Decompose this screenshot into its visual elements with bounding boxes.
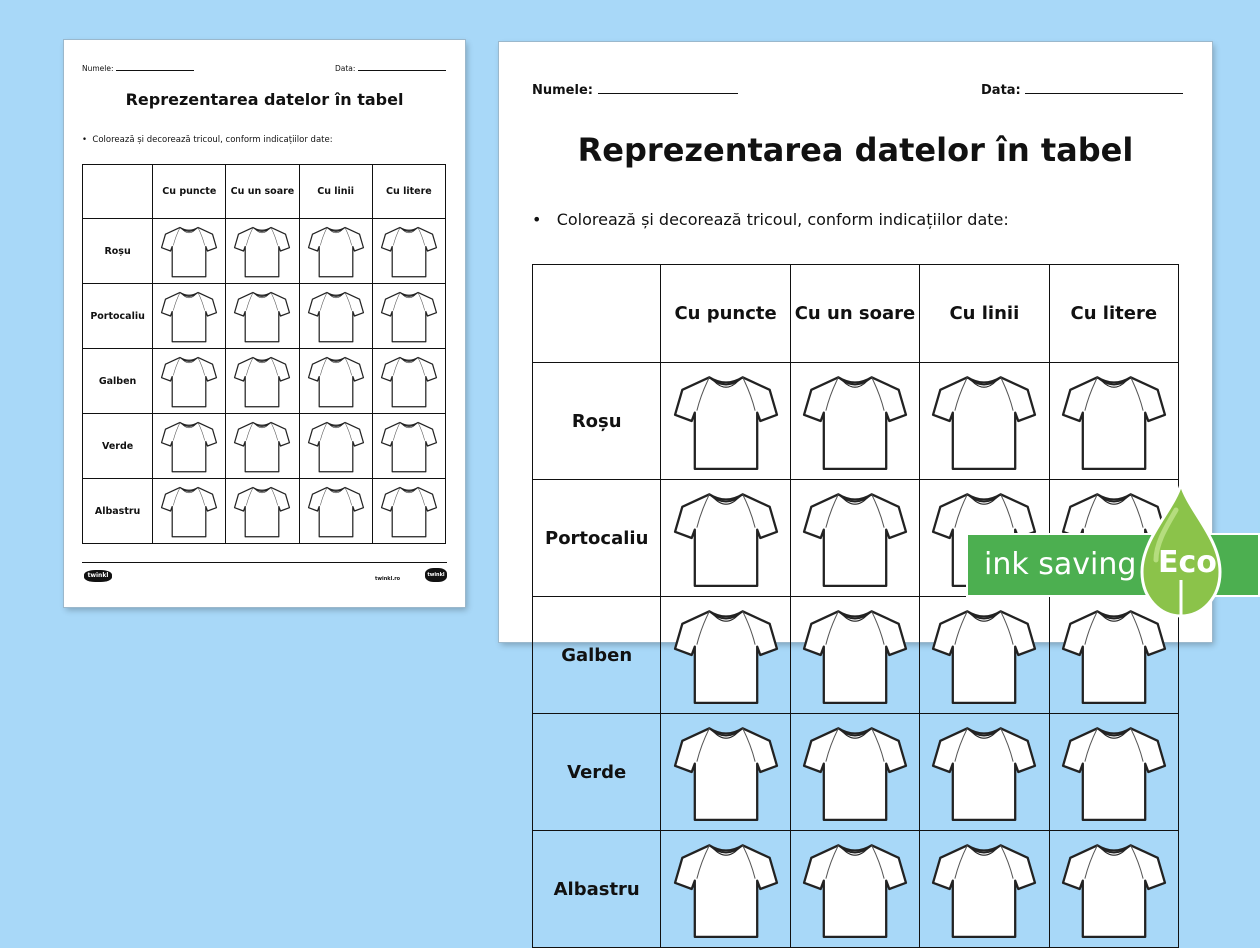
tshirt-cell[interactable]: [226, 349, 299, 414]
name-field: Numele:: [82, 64, 194, 73]
column-header: Cu linii: [920, 265, 1049, 363]
tshirt-cell[interactable]: [372, 284, 445, 349]
row-header: Galben: [83, 349, 153, 414]
tshirt-cell[interactable]: [790, 363, 919, 480]
tshirt-cell[interactable]: [226, 219, 299, 284]
tshirt-cell[interactable]: [153, 414, 226, 479]
tshirt-icon: [380, 418, 438, 474]
tshirt-icon: [672, 837, 780, 941]
tshirt-icon: [380, 353, 438, 409]
tshirt-cell[interactable]: [1049, 714, 1178, 831]
tshirt-icon: [233, 483, 291, 539]
tshirt-cell[interactable]: [790, 480, 919, 597]
row-header: Roșu: [533, 363, 661, 480]
tshirt-icon: [160, 418, 218, 474]
tshirt-cell[interactable]: [1049, 363, 1178, 480]
corner-cell: [83, 165, 153, 219]
row-header: Verde: [533, 714, 661, 831]
tshirt-icon: [1060, 369, 1168, 473]
row-header: Portocaliu: [533, 480, 661, 597]
twinkl-footer-logo: twinkl: [425, 568, 447, 582]
tshirt-cell[interactable]: [226, 284, 299, 349]
tshirt-icon: [307, 483, 365, 539]
name-field: Numele:: [532, 83, 738, 98]
tshirt-cell[interactable]: [299, 284, 372, 349]
table-row: [83, 479, 446, 544]
tshirt-cell[interactable]: [153, 219, 226, 284]
tshirt-cell[interactable]: [299, 349, 372, 414]
tshirt-cell[interactable]: [299, 414, 372, 479]
tshirt-cell[interactable]: [153, 349, 226, 414]
name-line: [598, 93, 738, 94]
tshirt-cell[interactable]: [790, 831, 919, 948]
instruction: • Colorează și decorează tricoul, conform indicațiilor date:: [532, 210, 1009, 229]
table-row: [533, 597, 1179, 714]
tshirt-cell[interactable]: [661, 480, 790, 597]
data-table: [82, 164, 446, 544]
table-row: [83, 349, 446, 414]
table-row: [83, 219, 446, 284]
row-header: Portocaliu: [83, 284, 153, 349]
tshirt-icon: [307, 223, 365, 279]
table-row: [533, 363, 1179, 480]
twinkl-logo: twinkl: [84, 570, 112, 582]
tshirt-icon: [930, 369, 1038, 473]
tshirt-cell[interactable]: [226, 479, 299, 544]
row-header: Roșu: [83, 219, 153, 284]
tshirt-icon: [233, 288, 291, 344]
tshirt-icon: [930, 720, 1038, 824]
tshirt-icon: [672, 369, 780, 473]
tshirt-icon: [672, 720, 780, 824]
tshirt-icon: [801, 486, 909, 590]
tshirt-cell[interactable]: [920, 363, 1049, 480]
tshirt-icon: [801, 720, 909, 824]
tshirt-cell[interactable]: [299, 479, 372, 544]
tshirt-icon: [160, 483, 218, 539]
row-header: Albastru: [83, 479, 153, 544]
tshirt-icon: [930, 603, 1038, 707]
tshirt-icon: [233, 418, 291, 474]
footer-url: twinkl.ro: [375, 576, 401, 582]
tshirt-icon: [160, 223, 218, 279]
eco-label: Eco: [1158, 545, 1217, 580]
tshirt-icon: [307, 353, 365, 409]
date-line: [358, 70, 446, 71]
row-header: Verde: [83, 414, 153, 479]
table-row: [83, 284, 446, 349]
column-header: Cu puncte: [153, 165, 226, 219]
tshirt-icon: [307, 288, 365, 344]
tshirt-cell[interactable]: [153, 479, 226, 544]
column-header: Cu litere: [1049, 265, 1178, 363]
page-title: Reprezentarea datelor în tabel: [577, 131, 1134, 169]
date-line: [1025, 93, 1183, 94]
tshirt-cell[interactable]: [1049, 831, 1178, 948]
tshirt-cell[interactable]: [920, 831, 1049, 948]
tshirt-cell[interactable]: [661, 363, 790, 480]
tshirt-cell[interactable]: [920, 597, 1049, 714]
tshirt-icon: [380, 288, 438, 344]
column-header: Cu un soare: [226, 165, 299, 219]
instruction: • Colorează și decorează tricoul, conform indicațiilor date:: [82, 135, 333, 145]
row-header: Albastru: [533, 831, 661, 948]
name-line: [116, 70, 194, 71]
tshirt-cell[interactable]: [299, 219, 372, 284]
table-row: [533, 714, 1179, 831]
tshirt-cell[interactable]: [372, 479, 445, 544]
tshirt-cell[interactable]: [920, 714, 1049, 831]
tshirt-icon: [801, 369, 909, 473]
tshirt-cell[interactable]: [153, 284, 226, 349]
tshirt-cell[interactable]: [661, 831, 790, 948]
tshirt-icon: [380, 223, 438, 279]
tshirt-icon: [672, 603, 780, 707]
row-header: Galben: [533, 597, 661, 714]
column-header: Cu linii: [299, 165, 372, 219]
date-field: Data:: [981, 83, 1183, 98]
tshirt-icon: [233, 223, 291, 279]
tshirt-cell[interactable]: [372, 349, 445, 414]
column-header: Cu puncte: [661, 265, 790, 363]
tshirt-icon: [307, 418, 365, 474]
ink-saving-label: ink saving: [984, 547, 1137, 582]
tshirt-icon: [1060, 837, 1168, 941]
table-row: [533, 831, 1179, 948]
tshirt-icon: [380, 483, 438, 539]
tshirt-icon: [160, 353, 218, 409]
tshirt-icon: [672, 486, 780, 590]
tshirt-cell[interactable]: [661, 714, 790, 831]
page-title: Reprezentarea datelor în tabel: [125, 90, 404, 109]
corner-cell: [533, 265, 661, 363]
tshirt-icon: [930, 837, 1038, 941]
tshirt-cell[interactable]: [372, 414, 445, 479]
tshirt-cell[interactable]: [226, 414, 299, 479]
tshirt-icon: [801, 837, 909, 941]
tshirt-cell[interactable]: [372, 219, 445, 284]
footer-divider: [82, 562, 447, 563]
worksheet-thumbnail: [64, 40, 465, 607]
data-table: [532, 264, 1179, 948]
tshirt-icon: [233, 353, 291, 409]
tshirt-cell[interactable]: [790, 597, 919, 714]
date-field: Data:: [335, 64, 446, 73]
tshirt-cell[interactable]: [661, 597, 790, 714]
column-header: Cu un soare: [790, 265, 919, 363]
tshirt-icon: [1060, 720, 1168, 824]
column-header: Cu litere: [372, 165, 445, 219]
tshirt-icon: [160, 288, 218, 344]
table-row: [83, 414, 446, 479]
tshirt-icon: [801, 603, 909, 707]
tshirt-cell[interactable]: [790, 714, 919, 831]
